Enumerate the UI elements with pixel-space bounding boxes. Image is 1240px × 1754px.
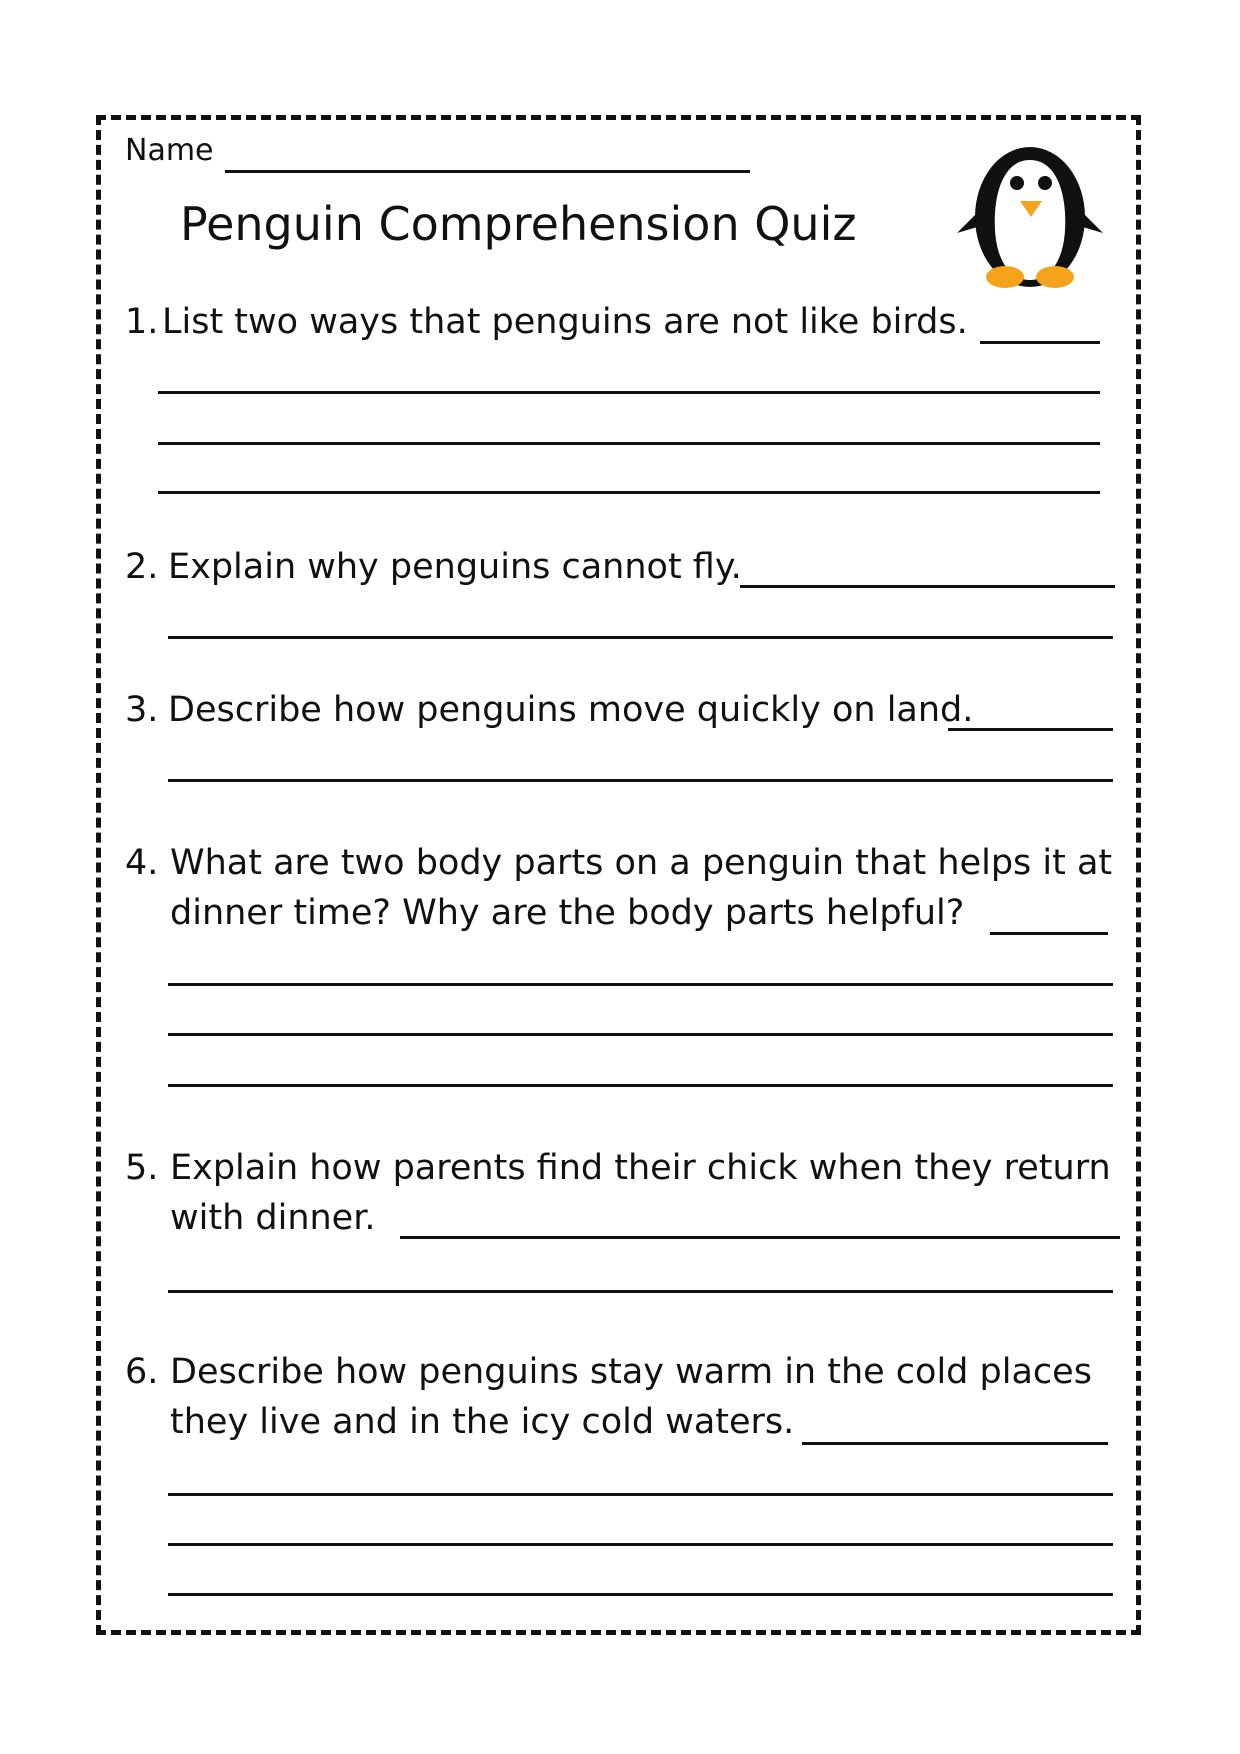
question-6-text-line-1: Describe how penguins stay warm in the cold places bbox=[170, 1352, 1092, 1392]
question-1-number: 1. bbox=[125, 302, 159, 342]
question-1-answer-line[interactable] bbox=[158, 442, 1100, 445]
question-5-text-line-2: with dinner. bbox=[170, 1198, 376, 1238]
name-label: Name bbox=[125, 133, 214, 168]
question-4-text-line-1: What are two body parts on a penguin that helps it at bbox=[170, 843, 1113, 883]
question-4-answer-line[interactable] bbox=[168, 1033, 1113, 1036]
question-4-answer-line[interactable] bbox=[168, 983, 1113, 986]
question-1-answer-line[interactable] bbox=[980, 341, 1100, 344]
question-6-answer-line[interactable] bbox=[168, 1543, 1113, 1546]
question-6-answer-line[interactable] bbox=[168, 1593, 1113, 1596]
question-5-text-line-1: Explain how parents find their chick when they return bbox=[170, 1148, 1111, 1188]
question-1-answer-line[interactable] bbox=[158, 391, 1100, 394]
question-2-answer-line[interactable] bbox=[740, 585, 1115, 588]
question-4-answer-line[interactable] bbox=[168, 1084, 1113, 1087]
penguin-icon bbox=[955, 135, 1105, 290]
page-title: Penguin Comprehension Quiz bbox=[180, 197, 857, 251]
question-6-number: 6. bbox=[125, 1352, 159, 1392]
question-3-answer-line[interactable] bbox=[168, 779, 1113, 782]
question-2-text: Explain why penguins cannot fly. bbox=[168, 547, 742, 587]
question-3-answer-line[interactable] bbox=[948, 728, 1113, 731]
question-4-text-line-2: dinner time? Why are the body parts helpful? bbox=[170, 893, 965, 933]
question-3-number: 3. bbox=[125, 690, 159, 730]
question-5-answer-line[interactable] bbox=[168, 1290, 1113, 1293]
question-1-answer-line[interactable] bbox=[158, 491, 1100, 494]
question-4-number: 4. bbox=[125, 843, 159, 883]
question-2-number: 2. bbox=[125, 547, 159, 587]
question-2-answer-line[interactable] bbox=[168, 636, 1113, 639]
question-4-answer-line[interactable] bbox=[990, 932, 1108, 935]
name-answer-line[interactable] bbox=[225, 170, 750, 173]
question-5-answer-line[interactable] bbox=[400, 1236, 1120, 1239]
question-6-answer-line[interactable] bbox=[802, 1442, 1108, 1445]
question-5-number: 5. bbox=[125, 1148, 159, 1188]
question-3-text: Describe how penguins move quickly on land. bbox=[168, 690, 974, 730]
question-6-text-line-2: they live and in the icy cold waters. bbox=[170, 1402, 795, 1442]
question-1-text: List two ways that penguins are not like birds. bbox=[162, 302, 968, 342]
question-6-answer-line[interactable] bbox=[168, 1493, 1113, 1496]
